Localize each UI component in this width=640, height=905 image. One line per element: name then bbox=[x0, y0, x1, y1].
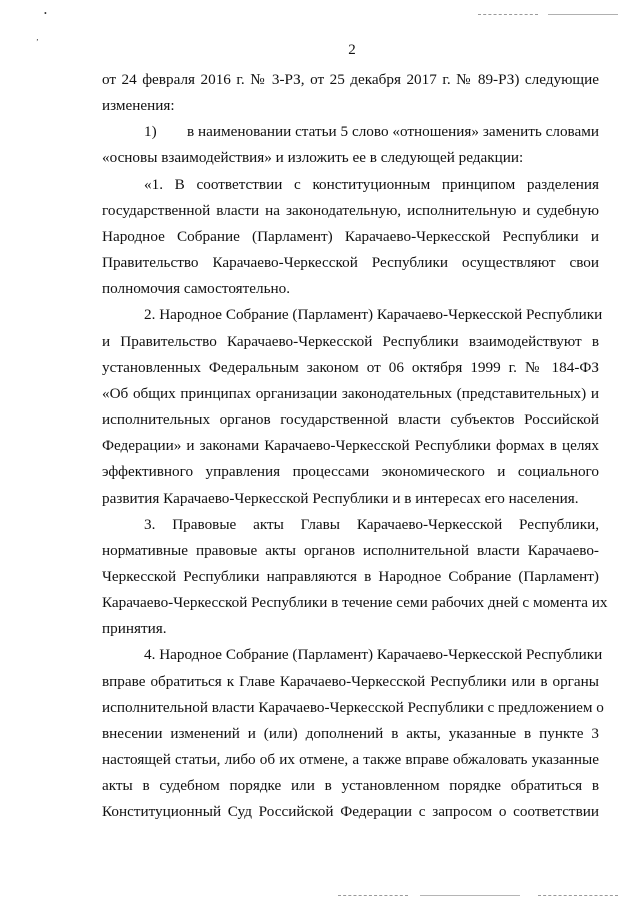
text-line: развития Карачаево-Черкесской Республики и в интересах его населения. bbox=[102, 489, 579, 507]
scan-edge-line bbox=[538, 895, 618, 896]
scan-edge-line bbox=[478, 14, 538, 15]
text-line: Правительство Карачаево-Черкесской Республики осуществляют свои bbox=[102, 254, 599, 272]
text-line: «основы взаимодействия» и изложить ее в следующей редакции: bbox=[102, 149, 524, 167]
text-line: принятия. bbox=[102, 620, 167, 638]
text-line: Карачаево-Черкесской Республики в течение семи рабочих дней с момента их bbox=[102, 594, 608, 612]
text-line: установленных Федеральным законом от 06 октября 1999 г. № 184-ФЗ bbox=[102, 358, 599, 376]
text-line: Конституционный Суд Российской Федерации с запросом о соответствии bbox=[102, 803, 599, 821]
text-line: государственной власти на законодательную, исполнительную и судебную bbox=[102, 201, 599, 219]
scan-speck: • bbox=[44, 9, 47, 18]
text-line: полномочия самостоятельно. bbox=[102, 280, 291, 298]
text-line: вправе обратиться к Главе Карачаево-Черкесской Республики или в органы bbox=[102, 672, 599, 690]
text-line: 2. Народное Собрание (Парламент) Карачаево-Черкесской Республики bbox=[144, 306, 603, 324]
text-line: акты в судебном порядке или в установленном порядке обратиться в bbox=[102, 777, 599, 795]
text-line: Народное Собрание (Парламент) Карачаево-Черкесской Республики и bbox=[102, 227, 599, 245]
paragraph bbox=[102, 512, 608, 643]
text-line: «1. В соответствии с конституционным принципом разделения bbox=[144, 175, 599, 193]
page-number: 2 bbox=[348, 42, 356, 58]
text-line: Федерации» и законами Карачаево-Черкесской Республики формах в целях bbox=[102, 437, 599, 455]
text-line: от 24 февраля 2016 г. № 3-РЗ, от 25 декабря 2017 г. № 89-РЗ) следующие bbox=[102, 71, 599, 88]
paragraph bbox=[102, 67, 599, 119]
scan-edge-line bbox=[420, 895, 520, 896]
text-line: нормативные правовые акты органов исполнительной власти Карачаево- bbox=[102, 541, 599, 559]
scan-edge-line bbox=[338, 895, 408, 896]
paragraph bbox=[102, 642, 604, 825]
paragraph bbox=[102, 302, 603, 511]
scan-speck: ‚ bbox=[36, 33, 39, 42]
paragraph bbox=[102, 119, 599, 171]
text-line: эффективного управления процессами экономического и социального bbox=[102, 463, 599, 481]
text-line: внесении изменений и (или) дополнений в акты, указанные в пункте 3 bbox=[102, 724, 599, 742]
text-line: настоящей статьи, либо об их отмене, а также вправе обжаловать указанные bbox=[102, 751, 599, 769]
text-line: Черкесской Республики направляются в Народное Собрание (Парламент) bbox=[102, 567, 599, 585]
text-line: 3. Правовые акты Главы Карачаево-Черкесской Республики, bbox=[144, 515, 599, 533]
text-line: и Правительство Карачаево-Черкесской Республики взаимодействуют в bbox=[102, 332, 599, 350]
text-line: 4. Народное Собрание (Парламент) Карачаево-Черкесской Республики bbox=[144, 646, 603, 664]
text-line: исполнительной власти Карачаево-Черкесской Республики с предложением о bbox=[102, 698, 604, 716]
text-line: 1) в наименовании статьи 5 слово «отношения» заменить словами bbox=[144, 123, 599, 141]
text-line: исполнительных органов государственной власти субъектов Российской bbox=[102, 411, 599, 429]
document-body bbox=[102, 67, 608, 826]
scan-edge-line bbox=[548, 14, 618, 15]
text-line: изменения: bbox=[102, 97, 175, 115]
paragraph bbox=[102, 172, 599, 303]
text-line: «Об общих принципах организации законодательных (представительных) и bbox=[102, 384, 599, 402]
